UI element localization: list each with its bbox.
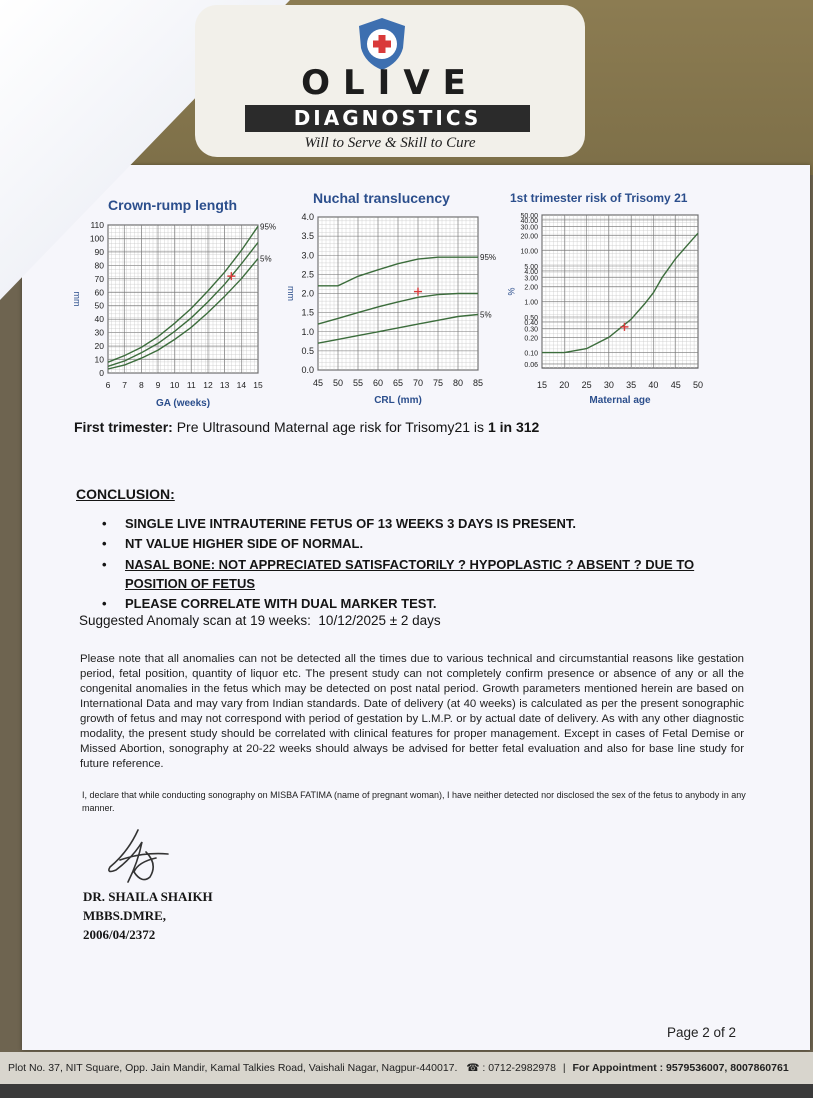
- x-tick-label: 50: [332, 378, 344, 388]
- y-tick-label: 50.00: [520, 213, 538, 220]
- y-tick-label: 10.00: [520, 248, 538, 256]
- y-tick-label: 1.00: [524, 299, 538, 307]
- x-tick-label: 65: [392, 378, 404, 388]
- x-axis-label: CRL (mm): [374, 395, 422, 406]
- y-tick-label: 0: [99, 368, 104, 378]
- y-tick-label: 0.0: [301, 365, 314, 375]
- x-tick-label: 35: [626, 380, 637, 390]
- percentile-label: 5%: [480, 310, 492, 320]
- y-tick-label: 3.00: [524, 275, 538, 283]
- x-tick-label: 30: [603, 380, 614, 390]
- y-tick-label: 0.5: [301, 345, 314, 356]
- x-tick-label: 11: [186, 380, 196, 390]
- crl-chart: [60, 210, 290, 415]
- y-tick-label: 5.00: [524, 264, 538, 271]
- signature-icon: [98, 822, 178, 892]
- y-tick-label: 30.00: [520, 224, 538, 232]
- y-tick-label: 90: [94, 246, 104, 257]
- footer-separator: |: [562, 1062, 566, 1074]
- y-tick-label: 1.5: [301, 307, 314, 318]
- y-tick-label: 70: [94, 273, 104, 284]
- risk-label: First trimester:: [74, 419, 173, 435]
- y-axis-label: mm: [286, 286, 296, 301]
- conclusion-item-text: PLEASE CORRELATE WITH DUAL MARKER TEST.: [125, 596, 437, 611]
- conclusion-item-text: SINGLE LIVE INTRAUTERINE FETUS OF 13 WEEKS 3 DAYS IS PRESENT.: [125, 516, 576, 531]
- x-tick-label: 40: [648, 380, 659, 390]
- bullet-icon: •: [102, 596, 107, 611]
- x-tick-label: 20: [559, 380, 570, 390]
- y-tick-label: 2.5: [301, 269, 314, 280]
- y-tick-label: 10: [94, 354, 104, 365]
- bullet-icon: •: [102, 536, 107, 551]
- x-tick-label: 45: [312, 378, 324, 388]
- conclusion-item-text: NT VALUE HIGHER SIDE OF NORMAL.: [125, 536, 364, 551]
- conclusion-item-text: NASAL BONE: NOT APPRECIATED SATISFACTORILY ? HYPOPLASTIC ? ABSENT ? DUE TO POSITION OF FETUS: [125, 557, 695, 591]
- y-tick-label: 2.0: [301, 288, 314, 299]
- nt-chart: [272, 205, 512, 410]
- percentile-label: 95%: [260, 222, 277, 232]
- x-tick-label: 60: [372, 378, 384, 388]
- x-axis-label: GA (weeks): [155, 398, 211, 409]
- y-tick-label: 20.00: [520, 233, 538, 241]
- x-tick-label: 9: [155, 380, 161, 390]
- brand-name: OLIVE: [301, 63, 479, 103]
- y-tick-label: 0.20: [524, 335, 538, 343]
- trisomy-risk-statement: [74, 419, 539, 435]
- nt-chart-title: Nuchal translucency: [313, 190, 450, 206]
- background-bottom: [0, 1084, 813, 1098]
- y-tick-label: 0.10: [524, 350, 538, 358]
- y-tick-label: 20: [94, 341, 104, 352]
- brand-subtitle: DIAGNOSTICS: [245, 105, 530, 132]
- y-tick-label: 50: [94, 300, 104, 311]
- x-tick-label: 6: [105, 380, 111, 390]
- y-tick-label: 4.00: [524, 268, 538, 276]
- x-tick-label: 80: [452, 378, 464, 388]
- y-tick-label: 30: [94, 327, 104, 338]
- x-tick-label: 25: [581, 380, 592, 390]
- x-tick-label: 7: [122, 380, 128, 390]
- crl-chart-title: Crown-rump length: [108, 197, 238, 213]
- risk-chart-title: 1st trimester risk of Trisomy 21: [510, 191, 688, 205]
- x-axis-label: Maternal age: [589, 395, 651, 406]
- footer-address-bar: [0, 1052, 813, 1084]
- y-axis-label: mm: [72, 291, 82, 307]
- doctor-degree: MBBS.DMRE,: [83, 908, 167, 923]
- suggestion-label: Suggested Anomaly scan at 19 weeks:: [79, 613, 311, 628]
- percentile-label: 95%: [480, 253, 497, 263]
- x-tick-label: 12: [203, 380, 213, 390]
- bullet-icon: •: [102, 557, 107, 572]
- conclusion-heading: CONCLUSION:: [76, 486, 175, 502]
- x-tick-label: 75: [432, 378, 444, 388]
- disclaimer-text: Please note that all anomalies can not be detected all the times due to various technical and circumstantial reasons like gestation period, fetal position, quantity of liquor etc. The present study can not completely confirm presence or absence of any or all the congenital anomalies in the fetus which may be detected on post natal period. Growth parameters mentioned herein are based on International Data and may vary from Indian standards. Date of delivery (at 40 weeks) is calculated as per the present sonographic growth of fetus and may not correspond with period of gestation by L.M.P. or by actual date of delivery. As with any other diagnostic modality, the present study should be correlated with clinical features for proper management. Except in cases of Fetal Demise or Missed Abortion, sonography at 20-22 weeks should always be advised for better fetal evaluation and also for base line study for future reference.: [80, 653, 744, 770]
- y-tick-label: 3.5: [301, 231, 314, 242]
- footer-phone: : 0712-2982978: [482, 1062, 556, 1074]
- y-tick-label: 2.00: [524, 284, 538, 292]
- y-tick-label: 1.0: [301, 326, 314, 337]
- y-tick-label: 4.0: [301, 212, 314, 222]
- x-tick-label: 13: [219, 380, 230, 390]
- anomaly-scan-suggestion: [79, 613, 441, 628]
- y-tick-label: 60: [94, 287, 104, 298]
- y-tick-label: 40: [94, 314, 104, 325]
- percentile-label: 5%: [260, 254, 272, 264]
- x-tick-label: 14: [236, 380, 247, 390]
- y-tick-label: 100: [89, 233, 104, 244]
- brand-tagline: Will to Serve & Skill to Cure: [304, 135, 476, 151]
- x-tick-label: 8: [138, 380, 144, 390]
- footer-appointment-label: For Appointment :: [572, 1062, 664, 1074]
- doctor-name: DR. SHAILA SHAIKH: [83, 889, 213, 904]
- logo-card: [195, 5, 585, 157]
- risk-text: Pre Ultrasound Maternal age risk for Trisomy21 is: [176, 419, 485, 435]
- y-tick-label: 80: [94, 260, 104, 271]
- x-tick-label: 50: [692, 380, 704, 390]
- footer-appointment-numbers: 9579536007, 8007860761: [666, 1062, 789, 1074]
- x-tick-label: 45: [670, 380, 681, 390]
- footer-address: Plot No. 37, NIT Square, Opp. Jain Mandir, Kamal Talkies Road, Vaishali Nagar, Nagpur-440017.: [8, 1062, 458, 1074]
- x-tick-label: 15: [536, 380, 548, 390]
- declaration-text: I, declare that while conducting sonography on MISBA FATIMA (name of pregnant woman), I have neither detected nor disclosed the sex of the fetus to anybody in any manner.: [82, 790, 746, 813]
- x-tick-label: 70: [412, 378, 424, 388]
- y-tick-label: 0.30: [524, 326, 538, 334]
- y-tick-label: 40.00: [520, 217, 538, 225]
- phone-icon: ☎: [466, 1062, 480, 1074]
- y-tick-label: 0.40: [524, 319, 538, 327]
- y-axis-label: %: [506, 287, 516, 296]
- x-tick-label: 55: [352, 378, 364, 388]
- y-tick-label: 0.06: [524, 361, 538, 369]
- x-tick-label: 10: [169, 380, 180, 390]
- risk-value: 1 in 312: [487, 419, 540, 435]
- doctor-block: [83, 887, 213, 944]
- suggestion-date: 10/12/2025 ± 2 days: [318, 613, 441, 628]
- risk-chart: [490, 205, 720, 410]
- doctor-reg-no: 2006/04/2372: [83, 927, 156, 942]
- y-tick-label: 0.50: [524, 315, 538, 322]
- bullet-icon: •: [102, 516, 107, 531]
- x-tick-label: 85: [472, 378, 484, 388]
- y-tick-label: 110: [90, 220, 104, 230]
- y-tick-label: 3.0: [301, 250, 314, 261]
- page-number: Page 2 of 2: [667, 1025, 737, 1040]
- x-tick-label: 15: [253, 380, 263, 390]
